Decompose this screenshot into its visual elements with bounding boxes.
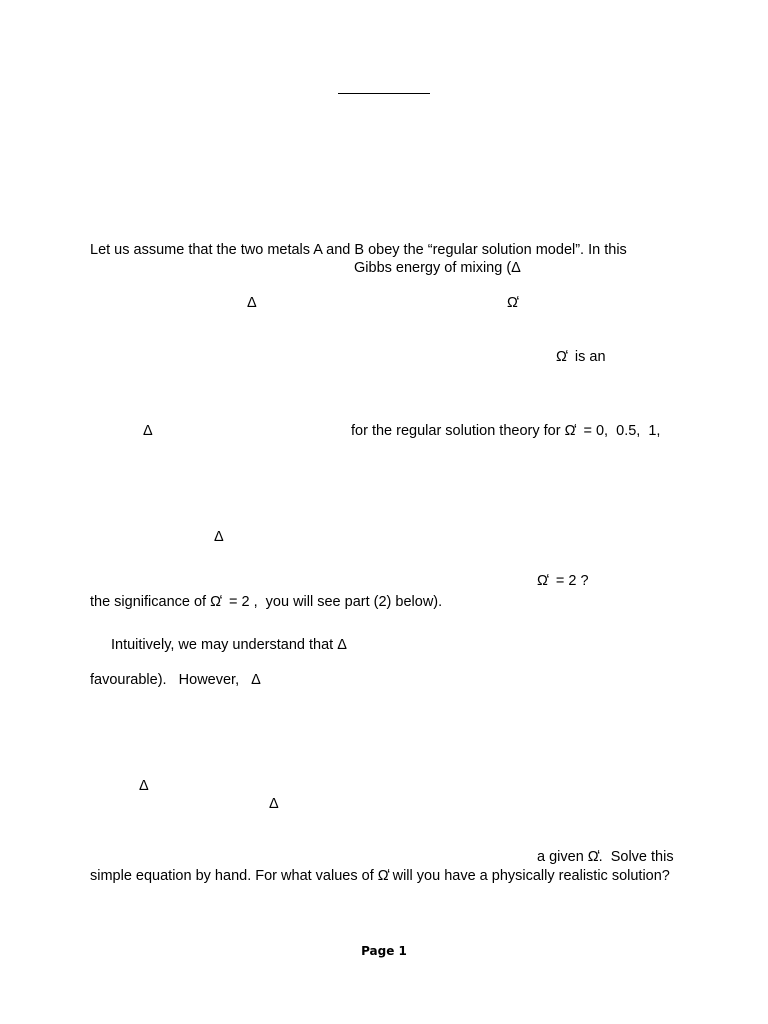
paragraph-line: the significance of Ω̒ = 2 , you will see part (2) below).: [90, 594, 443, 610]
paragraph-line: a given Ω̒. Solve this: [537, 849, 674, 865]
equation-fragment: Ω̒: [507, 295, 518, 311]
equation-fragment: Δ: [143, 423, 153, 439]
paragraph-line: simple equation by hand. For what values of Ω̒ will you have a physically realistic solution?: [90, 868, 670, 884]
paragraph-line: Ω̒ is an: [556, 349, 606, 365]
paragraph-line: Ω̒ = 2 ?: [537, 573, 589, 589]
page-number: Page 1: [361, 944, 407, 958]
paragraph-line: Gibbs energy of mixing (Δ: [354, 260, 521, 276]
paragraph-line: for the regular solution theory for Ω̒ = 0, 0.5, 1,: [351, 423, 661, 439]
paragraph-line: Intuitively, we may understand that Δ: [111, 637, 347, 653]
paragraph-line: Let us assume that the two metals A and B obey the “regular solution model”. In this: [90, 242, 627, 258]
title-underline: [338, 93, 430, 94]
equation-fragment: Δ: [214, 529, 224, 545]
equation-fragment: Δ: [247, 295, 257, 311]
equation-fragment: Δ: [139, 778, 149, 794]
equation-fragment: Δ: [269, 796, 279, 812]
paragraph-line: favourable). However, Δ: [90, 672, 261, 688]
